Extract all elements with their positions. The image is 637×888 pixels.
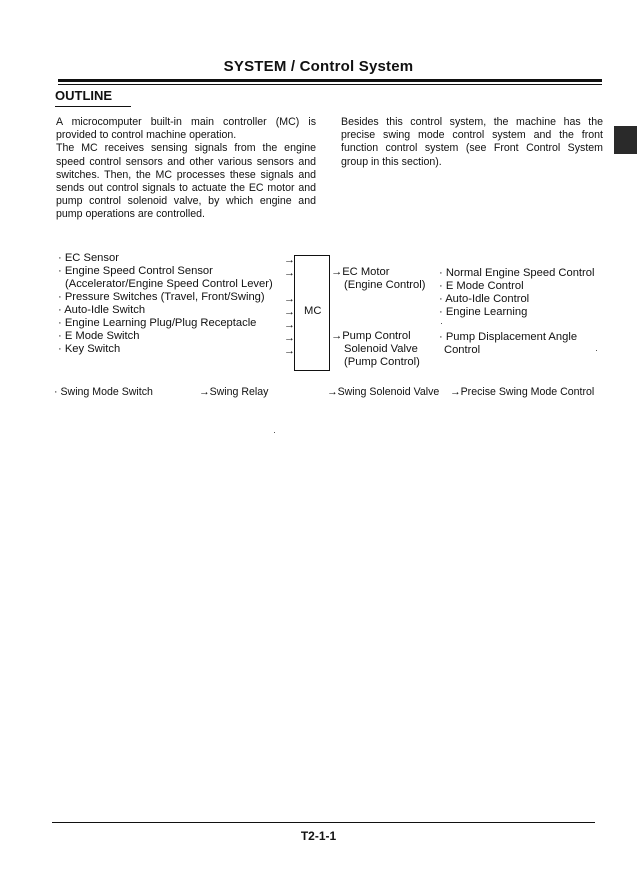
intro-paragraph-3: Besides this control system, the machine has the precise swing mode control system and the front function control system (see Front Control System group in this section). — [341, 116, 603, 168]
section-thumb-tab — [614, 126, 637, 154]
output-ec-motor: →EC Motor — [331, 266, 390, 278]
swing-relay: →Swing Relay — [199, 386, 269, 398]
input-engine-speed-sensor-detail: (Accelerator/Engine Speed Control Lever) — [65, 278, 273, 290]
function-pump-displacement: · Pump Displacement Angle — [439, 331, 578, 343]
function-engine-learning: · Engine Learning — [439, 306, 528, 318]
output-pump-control-sub: Solenoid Valve — [344, 343, 418, 355]
footer-rule — [52, 822, 595, 823]
input-arrow: → — [284, 332, 295, 344]
input-engine-learning-plug: · Engine Learning Plug/Plug Receptacle — [58, 317, 257, 329]
output-pump-control: →Pump Control — [331, 330, 411, 342]
section-heading-rule — [55, 106, 131, 107]
scan-speck — [596, 350, 597, 351]
input-arrow: → — [284, 319, 295, 331]
scan-speck — [441, 323, 442, 324]
scan-speck — [274, 432, 275, 433]
page-number: T2-1-1 — [300, 829, 337, 843]
title-rule-thin — [58, 84, 602, 85]
output-ec-motor-sub: (Engine Control) — [344, 279, 426, 291]
precise-swing-mode-control: →Precise Swing Mode Control — [450, 386, 595, 398]
input-arrow: → — [284, 293, 295, 305]
intro-right-column — [341, 116, 603, 169]
input-arrow: → — [284, 254, 295, 266]
function-auto-idle: · Auto-Idle Control — [439, 293, 530, 305]
output-pump-control-sub: (Pump Control) — [344, 356, 420, 368]
intro-paragraph-1: A microcomputer built-in main controller (MC) is provided to control machine operation. — [56, 116, 316, 142]
intro-left-column — [56, 116, 316, 222]
input-engine-speed-sensor: · Engine Speed Control Sensor — [58, 265, 213, 277]
input-e-mode-switch: · E Mode Switch — [58, 330, 140, 342]
swing-solenoid-valve: →Swing Solenoid Valve — [327, 386, 440, 398]
page-title: SYSTEM / Control System — [223, 58, 414, 75]
function-pump-displacement-cont: Control — [444, 344, 481, 356]
section-heading: OUTLINE — [55, 88, 113, 103]
input-key-switch: · Key Switch — [58, 343, 121, 355]
swing-mode-switch: · Swing Mode Switch — [54, 386, 153, 398]
function-e-mode: · E Mode Control — [439, 280, 524, 292]
intro-paragraph-2: The MC receives sensing signals from the engine speed control sensors and other various sensors and switches. Then, the MC processes these signals and sends out control signals to actuate the EC motor and pump control solenoid valve, by which engine and pump operations are controlled. — [56, 142, 316, 221]
input-pressure-switches: · Pressure Switches (Travel, Front/Swing) — [58, 291, 265, 303]
input-arrow: → — [284, 345, 295, 357]
input-arrow: → — [284, 267, 295, 279]
input-auto-idle-switch: · Auto-Idle Switch — [58, 304, 146, 316]
input-arrow: → — [284, 306, 295, 318]
input-ec-sensor: · EC Sensor — [58, 252, 119, 264]
function-normal-engine-speed: · Normal Engine Speed Control — [439, 267, 595, 279]
mc-controller-label: MC — [304, 305, 322, 317]
title-rule-thick — [58, 79, 602, 82]
